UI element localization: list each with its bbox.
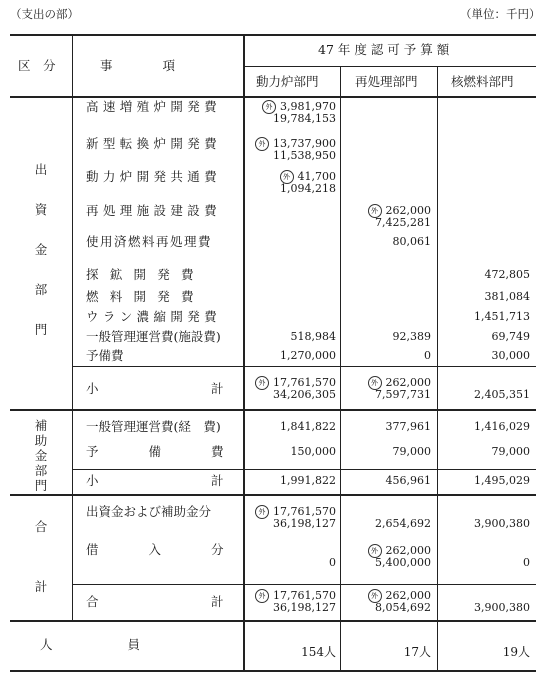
header-col-nuclear-fuel: 核燃料部門 xyxy=(451,74,514,89)
header-bottom-rule xyxy=(10,96,536,98)
subsidy-section-rule xyxy=(10,494,536,496)
header-col-reprocessing: 再処理部門 xyxy=(355,74,418,89)
value-cell: 36,198,127 xyxy=(273,601,336,614)
value-ext: 外 262,000 xyxy=(345,589,431,603)
total-subtotal-rule xyxy=(72,584,536,585)
staff-nuclear-fuel: 19人 xyxy=(502,645,530,659)
value-ext: 外 262,000 xyxy=(345,204,431,218)
staff-power-reactor: 154人 xyxy=(301,645,336,659)
value-cell: 518,984 xyxy=(290,330,336,343)
investment-section-rule xyxy=(10,409,536,411)
header-section: 区 分 xyxy=(18,58,56,73)
total-section-rule xyxy=(10,620,536,622)
value-cell: 377,961 xyxy=(385,420,431,433)
item-column-divider xyxy=(243,34,245,670)
value-cell: 1,416,029 xyxy=(474,420,530,433)
col1-divider xyxy=(340,66,341,670)
value-cell: 456,961 xyxy=(385,474,431,487)
subsidy-subtotal-label: 小 計 xyxy=(86,473,224,488)
value-cell: 79,000 xyxy=(392,445,431,458)
value-cell: 1,094,218 xyxy=(280,182,336,195)
value-cell: 472,805 xyxy=(484,268,530,281)
value-ext: 外 17,761,570 xyxy=(250,376,336,390)
section-column-divider xyxy=(72,34,73,620)
value-ext: 外 17,761,570 xyxy=(250,505,336,519)
value-cell: 79,000 xyxy=(491,445,530,458)
subsidy-subtotal-rule xyxy=(72,469,536,470)
value-cell: 8,054,692 xyxy=(375,601,431,614)
value-cell: 3,900,380 xyxy=(474,517,530,530)
value-cell: 1,991,822 xyxy=(280,474,336,487)
item-general-admin-facility: 一般管理運営費(施設費) xyxy=(86,329,221,344)
item-fast-breeder: 高速増殖炉開発費 xyxy=(86,99,222,114)
value-cell: 1,270,000 xyxy=(280,349,336,362)
unit-caption: （単位：千円） xyxy=(460,7,541,21)
value-cell: 92,389 xyxy=(392,330,431,343)
item-investment-and-subsidy: 出資金および補助金分 xyxy=(86,504,212,519)
grand-total-label: 合 計 xyxy=(86,594,224,609)
value-cell: 1,451,713 xyxy=(474,310,530,323)
value-cell: 80,061 xyxy=(392,235,431,248)
section-subsidy-label: 補 助 金 部 門 xyxy=(34,418,48,493)
header-col-power-reactor: 動力炉部門 xyxy=(256,74,319,89)
value-cell: 7,597,731 xyxy=(375,388,431,401)
value-ext: 外 3,981,970 xyxy=(250,100,336,114)
value-cell: 381,084 xyxy=(484,290,530,303)
value-ext: 外 262,000 xyxy=(345,376,431,390)
table-top-rule xyxy=(10,34,536,36)
value-cell: 2,405,351 xyxy=(474,388,530,401)
item-spent-fuel-reprocessing: 使用済燃料再処理費 xyxy=(86,234,213,249)
section-total-label: 合 計 xyxy=(34,519,48,594)
value-cell: 5,400,000 xyxy=(375,556,431,569)
value-ext: 外 13,737,900 xyxy=(250,137,336,151)
item-reprocessing-construction: 再処理施設建設費 xyxy=(86,203,222,218)
value-cell: 30,000 xyxy=(491,349,530,362)
investment-subtotal-label: 小 計 xyxy=(86,381,224,396)
value-ext: 外 17,761,570 xyxy=(250,589,336,603)
item-uranium-enrichment: ウラン濃縮開発費 xyxy=(86,309,222,324)
value-cell: 2,654,692 xyxy=(375,517,431,530)
item-general-admin-expense: 一般管理運営費(経 費) xyxy=(86,419,221,434)
value-ext: 外 41,700 xyxy=(250,170,336,184)
item-exploration: 探鉱開発費 xyxy=(86,267,205,282)
staff-reprocessing: 17人 xyxy=(403,645,431,659)
value-cell: 36,198,127 xyxy=(273,517,336,530)
value-cell: 11,538,950 xyxy=(273,149,336,162)
value-cell: 7,425,281 xyxy=(375,216,431,229)
value-cell: 150,000 xyxy=(290,445,336,458)
header-item: 事 項 xyxy=(100,58,176,73)
value-cell: 69,749 xyxy=(491,330,530,343)
value-cell: 0 xyxy=(329,556,336,569)
section-caption: （支出の部） xyxy=(10,7,79,21)
item-reactor-common: 動力炉開発共通費 xyxy=(86,169,222,184)
value-cell: 1,841,822 xyxy=(280,420,336,433)
value-cell: 3,900,380 xyxy=(474,601,530,614)
header-budget-title: 47 年 度 認 可 予 算 額 xyxy=(318,42,450,57)
value-cell: 1,495,029 xyxy=(474,474,530,487)
section-investment-label: 出 資 金 部 門 xyxy=(34,162,48,337)
col2-divider xyxy=(437,66,438,670)
staff-label: 人 員 xyxy=(40,637,141,652)
value-cell: 34,206,305 xyxy=(273,388,336,401)
item-reserve: 予備費 xyxy=(86,348,124,363)
table-bottom-rule xyxy=(10,670,536,672)
item-subsidy-reserve: 予 備 費 xyxy=(86,444,224,459)
value-ext: 外 262,000 xyxy=(345,544,431,558)
item-advanced-thermal: 新型転換炉開発費 xyxy=(86,136,222,151)
value-cell: 0 xyxy=(523,556,530,569)
item-borrowing: 借 入 分 xyxy=(86,542,224,557)
value-cell: 0 xyxy=(424,349,431,362)
value-cell: 19,784,153 xyxy=(273,112,336,125)
budget-subheader-rule xyxy=(243,66,536,67)
item-fuel-development: 燃料開発費 xyxy=(86,289,205,304)
investment-subtotal-rule xyxy=(72,366,536,367)
